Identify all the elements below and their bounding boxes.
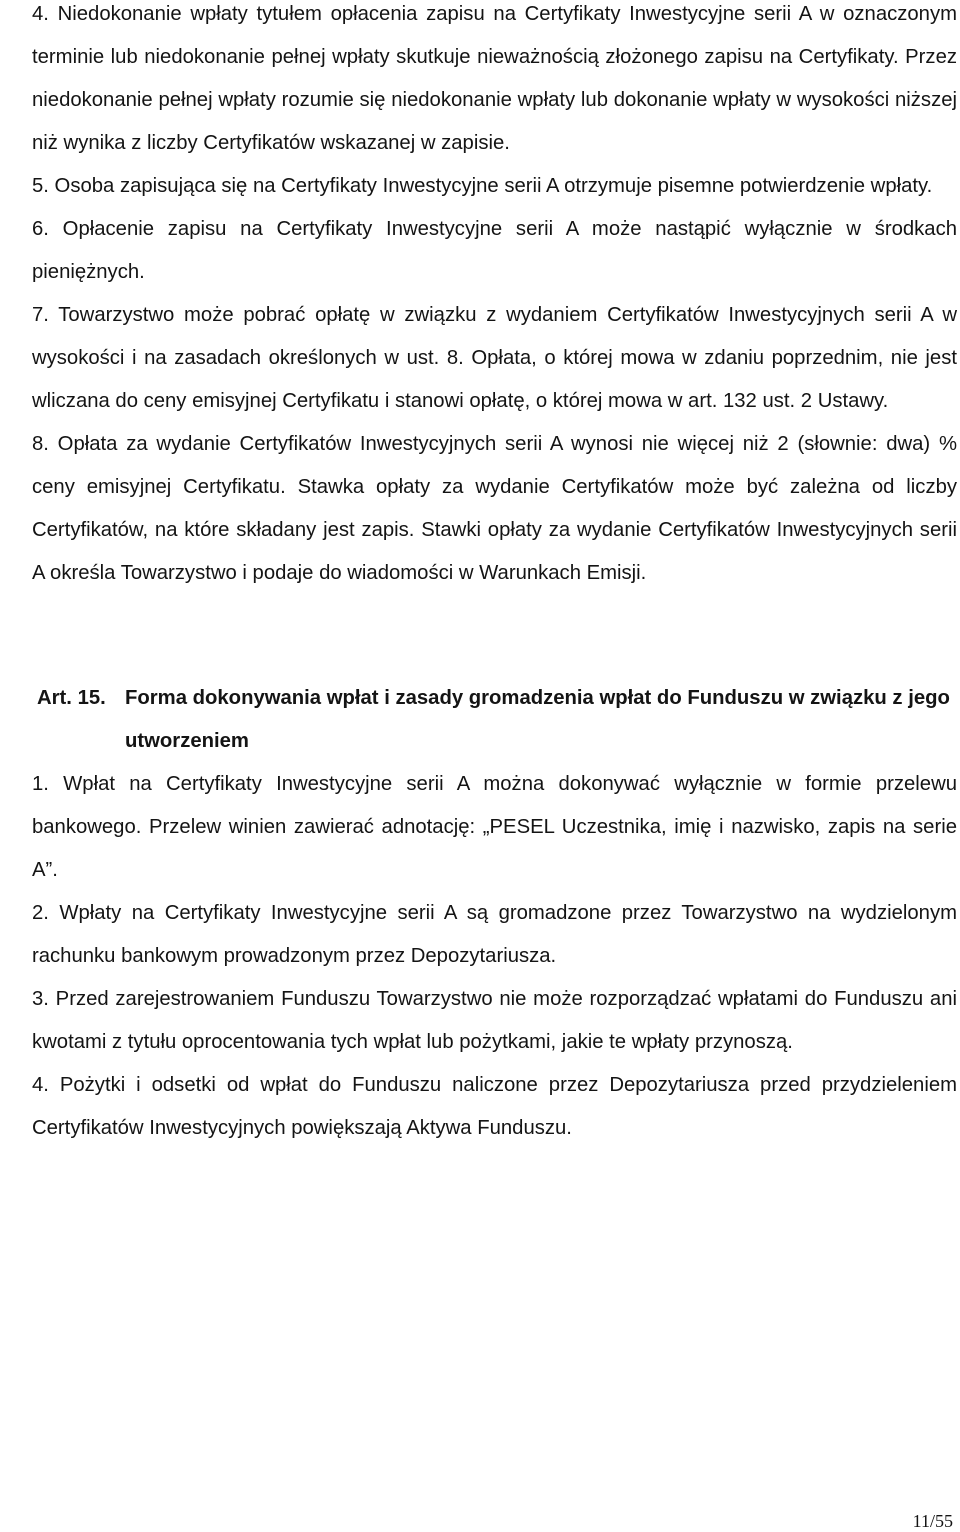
article-heading bbox=[32, 677, 957, 763]
document-page bbox=[32, 0, 957, 1150]
article-number: Art. 15. bbox=[37, 687, 106, 709]
article-paragraph-4: 4. Pożytki i odsetki od wpłat do Funduszu naliczone przez Depozytariusza przed przydzieleniem Certyfikatów Inwestycyjnych powiększają Aktywa Funduszu. bbox=[32, 1074, 957, 1139]
paragraph-4: 4. Niedokonanie wpłaty tytułem opłacenia zapisu na Certyfikaty Inwestycyjne serii A w oznaczonym terminie lub niedokonanie pełnej wpłaty skutkuje nieważnością złożonego zapisu na Certyfikaty. Przez niedokonanie pełnej wpłaty rozumie się niedokonanie wpłaty lub dokonanie wpłaty w wysokości niższej niż wynika z liczby Certyfikatów wskazanej w zapisie. bbox=[32, 3, 957, 154]
paragraph-8: 8. Opłata za wydanie Certyfikatów Inwestycyjnych serii A wynosi nie więcej niż 2 (słownie: dwa) % ceny emisyjnej Certyfikatu. Stawka opłaty za wydanie Certyfikatów może być zależna od liczby Certyfikatów, na które składany jest zapis. Stawki opłaty za wydanie Certyfikatów Inwestycyjnych serii A określa Towarzystwo i podaje do wiadomości w Warunkach Emisji. bbox=[32, 433, 957, 584]
section-spacer bbox=[32, 595, 957, 677]
paragraph-5: 5. Osoba zapisująca się na Certyfikaty Inwestycyjne serii A otrzymuje pisemne potwierdzenie wpłaty. bbox=[32, 175, 933, 197]
article-paragraph-1: 1. Wpłat na Certyfikaty Inwestycyjne serii A można dokonywać wyłącznie w formie przelewu bankowego. Przelew winien zawierać adnotację: „PESEL Uczestnika, imię i nazwisko, zapis na serie A”. bbox=[32, 773, 957, 881]
paragraph-7: 7. Towarzystwo może pobrać opłatę w związku z wydaniem Certyfikatów Inwestycyjnych serii A w wysokości i na zasadach określonych w ust. 8. Opłata, o której mowa w zdaniu poprzednim, nie jest wliczana do ceny emisyjnej Certyfikatu i stanowi opłatę, o której mowa w art. 132 ust. 2 Ustawy. bbox=[32, 304, 957, 412]
page-number: 11/55 bbox=[912, 1511, 953, 1531]
article-paragraph-2: 2. Wpłaty na Certyfikaty Inwestycyjne serii A są gromadzone przez Towarzystwo na wydzielonym rachunku bankowym prowadzonym przez Depozytariusza. bbox=[32, 902, 957, 967]
article-title: Forma dokonywania wpłat i zasady gromadzenia wpłat do Funduszu w związku z jego utworzeniem bbox=[125, 687, 950, 752]
paragraph-6: 6. Opłacenie zapisu na Certyfikaty Inwestycyjne serii A może nastąpić wyłącznie w środkach pieniężnych. bbox=[32, 218, 957, 283]
article-paragraph-3: 3. Przed zarejestrowaniem Funduszu Towarzystwo nie może rozporządzać wpłatami do Funduszu ani kwotami z tytułu oprocentowania tych wpłat lub pożytkami, jakie te wpłaty przynoszą. bbox=[32, 988, 957, 1053]
